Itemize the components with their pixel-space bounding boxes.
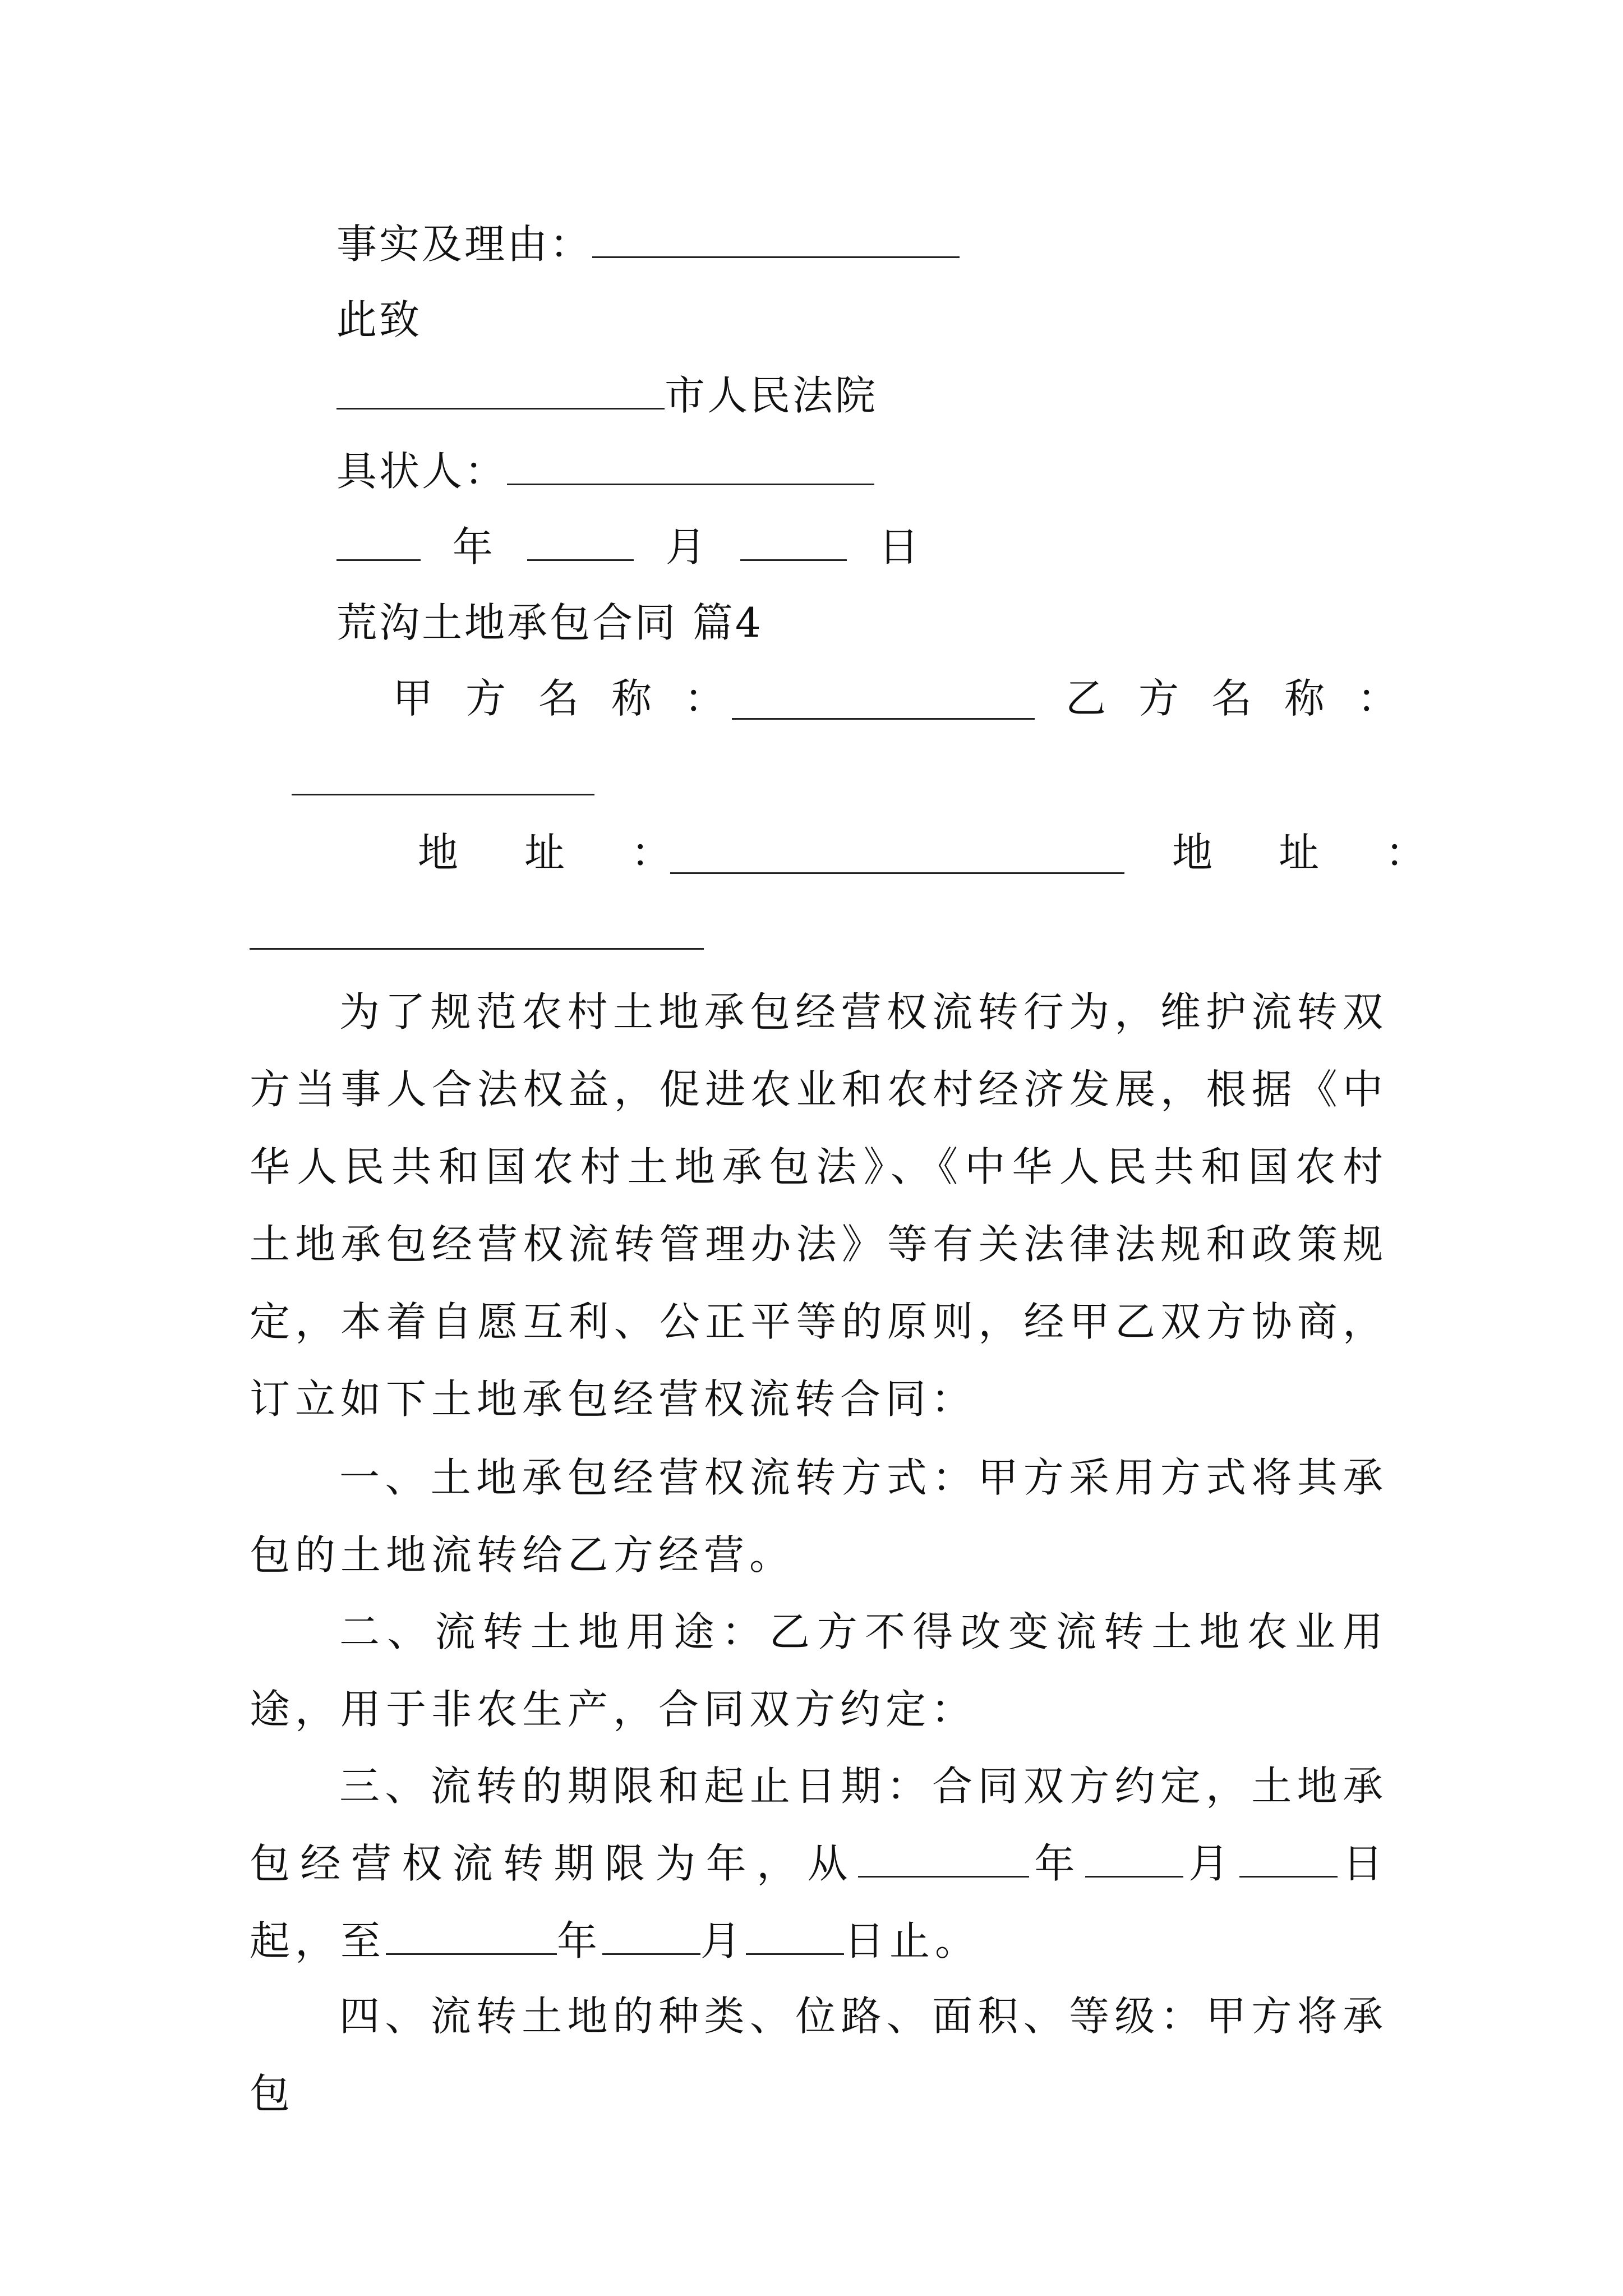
start-year-blank[interactable]	[858, 1841, 1029, 1878]
month-blank[interactable]	[527, 524, 634, 561]
clause-1: 一、土地承包经营权流转方式：甲方采用方式将其承包的土地流转给乙方经营。	[250, 1454, 1388, 1579]
month-label: 月	[665, 523, 708, 570]
end-year-label: 年	[557, 1917, 603, 1964]
contract-title-text: 荒沟土地承包合同 篇4	[336, 599, 763, 646]
address-a-label: 地址：	[418, 829, 738, 876]
court-suffix: 市人民法院	[665, 372, 878, 419]
court-name-blank[interactable]	[336, 373, 665, 409]
end-year-blank[interactable]	[386, 1918, 557, 1955]
start-month-blank[interactable]	[1085, 1841, 1183, 1878]
plaintiff-label: 具状人：	[336, 448, 508, 495]
end-day-blank[interactable]	[746, 1918, 844, 1955]
clause-2: 二、流转土地用途：乙方不得改变流转土地农业用途，用于非农生产，合同双方约定：	[250, 1608, 1388, 1733]
address-b-blank[interactable]	[250, 948, 704, 950]
party-b-name-label: 乙方名称：	[1066, 675, 1431, 722]
plaintiff-line	[336, 443, 874, 499]
day-label: 日	[878, 523, 921, 570]
intro-paragraph: 为了规范农村土地承包经营权流转行为，维护流转双方当事人合法权益，促进农业和农村经济发展，根据《中华人民共和国农村土地承包法》、《中华人民共和国农村土地承包经营权流转管理办法》等有关法律法规和政策规定，本着自愿互利、公正平等的原则，经甲乙双方协商，订立如下土地承包经营权流转合同：	[250, 988, 1388, 1423]
start-day-label: 日起，至	[250, 1840, 1388, 1964]
end-day-label: 日止。	[844, 1917, 981, 1964]
day-blank[interactable]	[740, 524, 847, 561]
facts-label: 事实及理由：	[336, 220, 593, 268]
party-b-name-blank[interactable]	[292, 794, 594, 795]
salutation-text: 此致	[336, 296, 422, 343]
year-blank[interactable]	[336, 524, 421, 561]
date-line	[336, 519, 921, 575]
address-a-blank[interactable]	[670, 872, 1124, 874]
end-month-blank[interactable]	[602, 1918, 700, 1955]
party-a-name-blank[interactable]	[732, 718, 1035, 720]
start-day-blank[interactable]	[1239, 1841, 1338, 1878]
court-line	[336, 367, 878, 424]
salutation	[336, 292, 422, 348]
start-month-label: 月	[1183, 1840, 1239, 1887]
clause-4: 四、流转土地的种类、位路、面积、等级：甲方将承包	[250, 1993, 1388, 2117]
facts-line	[336, 216, 960, 272]
end-month-label: 月	[700, 1917, 746, 1964]
clause-3-text: 三、流转的期限和起止日期：合同双方约定，土地承包经营权流转期限为年，从	[250, 1763, 1388, 1887]
clause-3	[250, 1747, 1388, 1980]
year-label: 年	[452, 523, 495, 570]
address-b-label: 地址：	[1172, 829, 1492, 876]
party-a-name-label: 甲方名称：	[393, 675, 758, 722]
contract-title	[336, 595, 763, 651]
facts-blank[interactable]	[592, 222, 960, 258]
plaintiff-blank[interactable]	[507, 449, 874, 485]
start-year-label: 年	[1029, 1840, 1085, 1887]
